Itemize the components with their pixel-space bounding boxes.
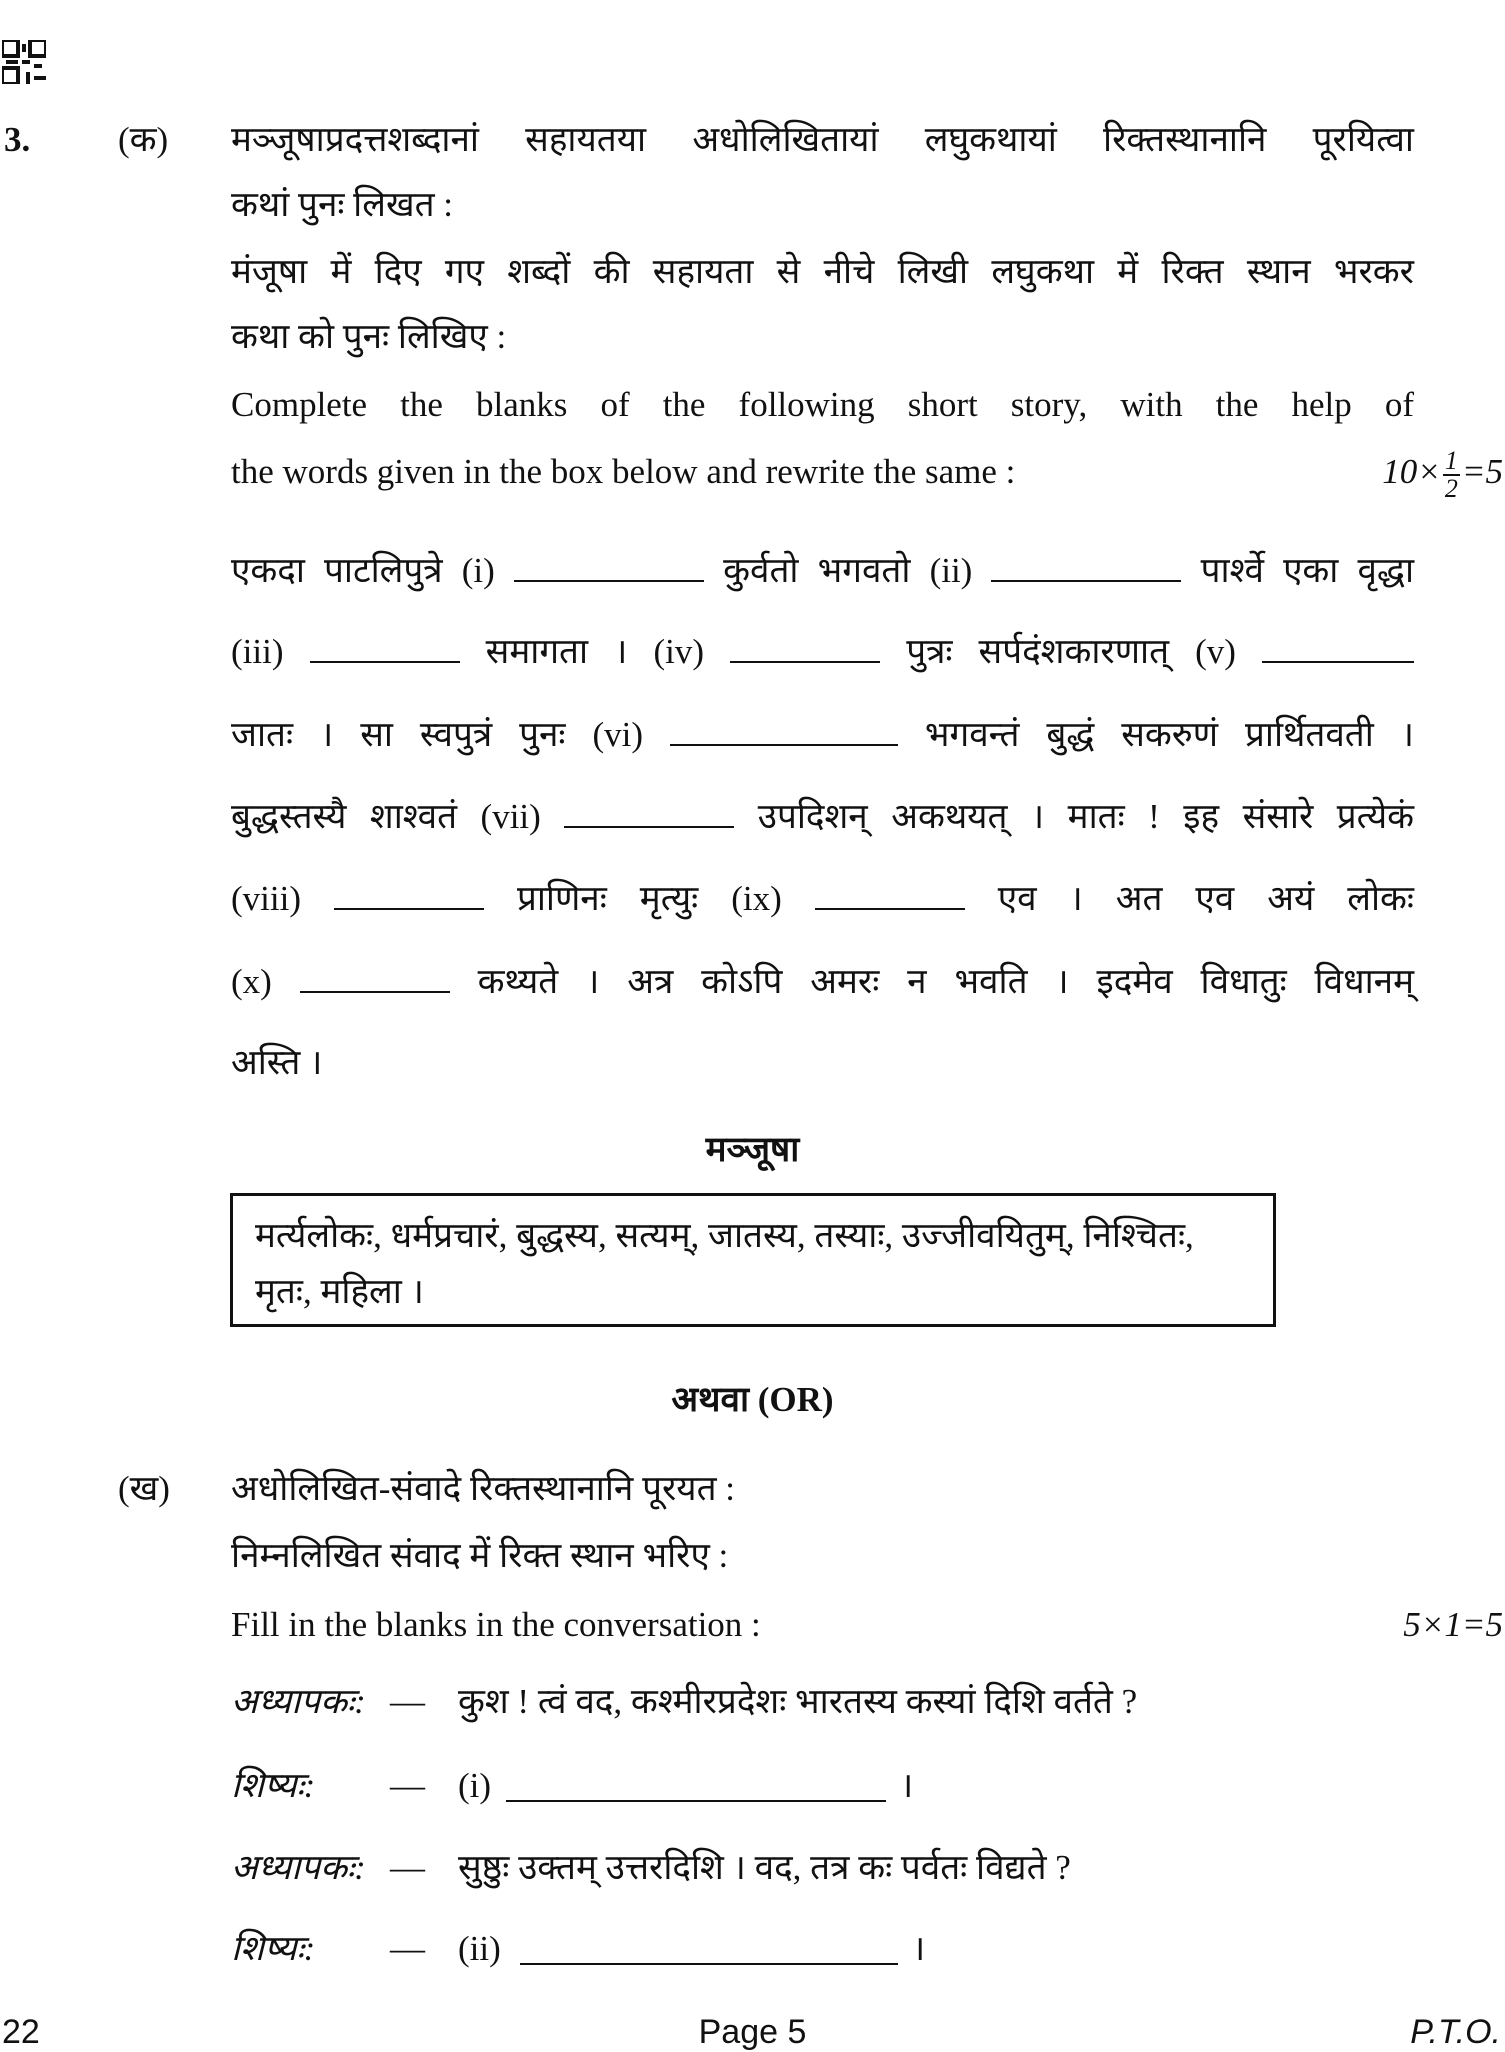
story-blank[interactable] [815, 878, 965, 910]
part-b-marks: 5×1=5 [1403, 1605, 1503, 1644]
story-line [231, 1041, 1414, 1085]
story-line [231, 713, 1414, 757]
speaker-student: शिष्यः: [231, 1929, 316, 1968]
marks-fraction [1443, 445, 1460, 503]
story-blank[interactable] [514, 550, 704, 582]
story-text: उपदिशन् अकथयत् । मातः ! इह संसारे प्रत्येकं [757, 797, 1414, 836]
part-b-instruction-sanskrit: अधोलिखित-संवादे रिक्तस्थानानि पूरयत : [231, 1469, 736, 1508]
fraction-denominator: 2 [1444, 473, 1458, 503]
dialogue-dash: — [390, 1682, 425, 1721]
footer-code: 22 [2, 2013, 40, 2051]
part-b-label: (ख) [118, 1469, 170, 1508]
story-text: भगवन्तं बुद्धं सकरुणं प्रार्थितवती । [924, 715, 1415, 754]
story-text: अस्ति । [231, 1043, 323, 1082]
dialogue-dash: — [390, 1848, 425, 1887]
story-text: जातः । सा स्वपुत्रं पुनः (vi) [231, 715, 643, 754]
story-text: (iii) [231, 632, 284, 671]
story-blank[interactable] [1262, 631, 1414, 663]
word-box [230, 1193, 1276, 1327]
footer-page-number: Page 5 [698, 2013, 807, 2051]
word-box-words: मर्त्यलोकः, धर्मप्रचारं, बुद्धस्य, सत्यम्, जातस्य, तस्याः, उज्जीवयितुम्, निश्चितः, मृतः, महिला । [255, 1216, 1194, 1311]
part-a-marks [1382, 440, 1503, 504]
story-blank[interactable] [564, 796, 734, 828]
blank-label: (ii) [458, 1929, 501, 1968]
blank-label: (i) [458, 1766, 492, 1805]
story-blank[interactable] [991, 550, 1181, 582]
qr-code-icon [2, 40, 46, 84]
instruction-hindi-line-1: मंजूषा में दिए गए शब्दों की सहायता से नीचे लिखी लघुकथा में रिक्त स्थान भरकर [231, 252, 1414, 291]
story-blank[interactable] [300, 961, 450, 993]
part-a-label: (क) [118, 120, 169, 159]
story-line [231, 549, 1414, 593]
answer-blank-i[interactable] [506, 1770, 886, 1802]
story-text: (viii) [231, 879, 301, 918]
instruction-sanskrit-line-1: मञ्जूषाप्रदत्तशब्दानां सहायतया अधोलिखितायां लघुकथायां रिक्तस्थानानि पूरयित्वा [231, 120, 1414, 159]
dialogue-dash: — [390, 1929, 425, 1968]
part-b-instruction-english: Fill in the blanks in the conversation : [231, 1605, 761, 1644]
story-blank[interactable] [670, 714, 898, 746]
speaker-teacher: अध्यापकः: [231, 1848, 366, 1887]
story-line [231, 630, 1414, 674]
danda: । [912, 1929, 926, 1968]
story-text: समागता । (iv) [485, 632, 705, 671]
marks-prefix: 10× [1382, 452, 1441, 491]
speaker-student: शिष्यः: [231, 1766, 316, 1805]
story-text: कथ्यते । अत्र कोऽपि अमरः न भवति । इदमेव विधातुः विधानम् [477, 962, 1415, 1001]
instruction-sanskrit-line-2: कथां पुनः लिखत : [231, 185, 454, 224]
story-text: एव । अत एव अयं लोकः [997, 879, 1414, 918]
speaker-teacher: अध्यापकः: [231, 1682, 366, 1721]
story-text: पुत्रः सर्पदंशकारणात् (v) [906, 632, 1236, 671]
story-line [231, 877, 1414, 921]
question-number: 3. [4, 120, 31, 159]
box-title: मञ्जूषा [705, 1130, 800, 1169]
marks-suffix: =5 [1461, 452, 1503, 491]
story-line [231, 960, 1414, 1004]
dialogue-text: कुश ! त्वं वद, कश्मीरप्रदेशः भारतस्य कस्यां दिशि वर्तते ? [458, 1682, 1138, 1721]
part-b-instruction-hindi: निम्नलिखित संवाद में रिक्त स्थान भरिए : [231, 1536, 729, 1575]
answer-blank-ii[interactable] [520, 1933, 898, 1965]
story-blank[interactable] [310, 631, 460, 663]
story-text: एकदा पाटलिपुत्रे (i) [231, 551, 495, 590]
fraction-numerator: 1 [1444, 445, 1458, 475]
instruction-english-line-1: Complete the blanks of the following short story, with the help of [231, 385, 1414, 424]
story-blank[interactable] [334, 878, 484, 910]
dialogue-text: सुष्ठुः उक्तम् उत्तरदिशि । वद, तत्र कः पर्वतः विद्यते ? [458, 1848, 1071, 1887]
story-text: (x) [231, 962, 272, 1001]
instruction-english-line-2: the words given in the box below and rewrite the same : [231, 452, 1016, 491]
story-text: पार्श्वे एका वृद्धा [1200, 551, 1415, 590]
story-text: बुद्धस्तस्यै शाश्वतं (vii) [231, 797, 541, 836]
story-line [231, 795, 1414, 839]
footer-pto: P.T.O. [1410, 2013, 1501, 2051]
story-text: प्राणिनः मृत्युः (ix) [516, 879, 782, 918]
story-blank[interactable] [730, 631, 880, 663]
dialogue-dash: — [390, 1766, 425, 1805]
danda: । [900, 1766, 914, 1805]
story-text: कुर्वतो भगवतो (ii) [723, 551, 973, 590]
or-label: अथवा (OR) [671, 1380, 834, 1419]
instruction-hindi-line-2: कथा को पुनः लिखिए : [231, 317, 507, 356]
